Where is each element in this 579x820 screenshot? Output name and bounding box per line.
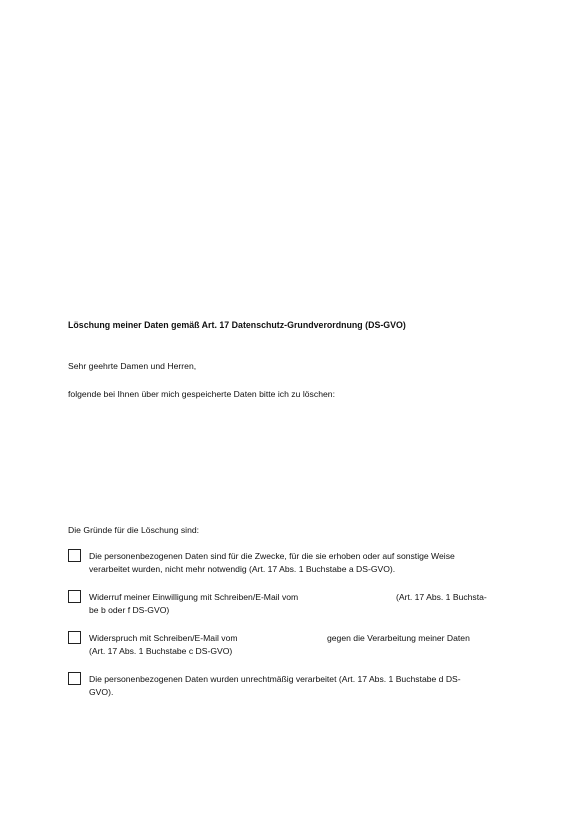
reason-2-line-2: be b oder f DS-GVO) xyxy=(89,605,170,615)
reason-3-line-1b: gegen die Verarbeitung meiner Daten xyxy=(327,633,470,643)
reason-1-line-2: verarbeitet wurden, nicht mehr notwendig (Art. 17 Abs. 1 Buchstabe a DS-GVO). xyxy=(89,564,396,574)
reasons-heading: Die Gründe für die Löschung sind: xyxy=(68,525,200,535)
reason-4-line-1: Die personenbezogenen Daten wurden unrechtmäßig verarbeitet (Art. 17 Abs. 1 Buchstabe d DS- xyxy=(89,674,461,684)
reason-3-line-2: (Art. 17 Abs. 1 Buchstabe c DS-GVO) xyxy=(89,646,233,656)
reason-option-3 xyxy=(68,631,513,659)
reason-4-line-2: GVO). xyxy=(89,687,114,697)
reason-2-line-1a: Widerruf meiner Einwilligung mit Schreiben/E-Mail vom xyxy=(89,592,299,602)
salutation: Sehr geehrte Damen und Herren, xyxy=(68,361,197,371)
reason-checkbox-3[interactable] xyxy=(68,631,81,644)
document-title: Löschung meiner Daten gemäß Art. 17 Datenschutz-Grundverordnung (DS-GVO) xyxy=(68,320,406,330)
intro-text: folgende bei Ihnen über mich gespeicherte Daten bitte ich zu löschen: xyxy=(68,389,336,399)
reason-option-1 xyxy=(68,549,513,577)
reason-option-2 xyxy=(68,590,513,618)
reason-2-line-1b: (Art. 17 Abs. 1 Buchsta- xyxy=(396,592,487,602)
reason-checkbox-1[interactable] xyxy=(68,549,81,562)
reason-3-line-1a: Widerspruch mit Schreiben/E-Mail vom xyxy=(89,633,238,643)
reason-1-line-1: Die personenbezogenen Daten sind für die Zwecke, für die sie erhoben oder auf sonstige Weise xyxy=(89,551,455,561)
reason-option-4 xyxy=(68,672,513,700)
reason-checkbox-4[interactable] xyxy=(68,672,81,685)
reason-checkbox-2[interactable] xyxy=(68,590,81,603)
